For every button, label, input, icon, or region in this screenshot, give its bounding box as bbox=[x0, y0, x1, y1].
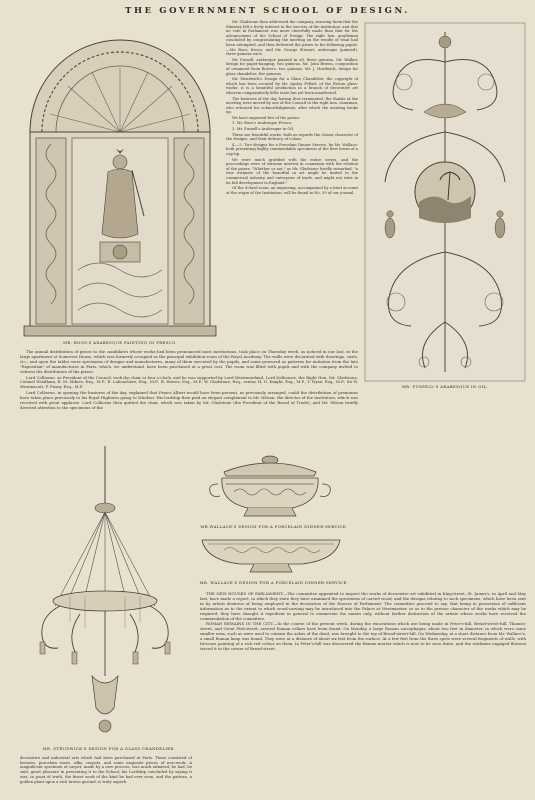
article-column-left-middle bbox=[20, 350, 358, 442]
paragraph: Mr. Fussell, arabesque painted in oil, three guineas. Mr. Walker, design for paper-hanging, two guineas. Mr. John Brown, composition of ornament from flowers, two guineas. Mr. J. Hurdwick, design for glass chandelier, five guineas. bbox=[226, 57, 358, 76]
paragraph: 1. Mr. Roos's Arabesque Fresco. bbox=[232, 121, 293, 126]
arabesque-drawing bbox=[364, 22, 526, 382]
tureen-drawing bbox=[200, 450, 340, 520]
chandelier-illustration bbox=[30, 446, 180, 742]
paragraph: We were much gratified with the entire series, and the proceedings were of extreme interest in connexion with the relation of the prizes. "Whether or not," as Mr. Gladstone briefly remarked, "a true estimate of the beautiful in art might be united to the commercial industry and enterprise of trade, and might not exist in its full development in England." bbox=[226, 157, 358, 185]
paragraph: 4.—5. Two designs for a Porcelain Dinner Service, by Mr. Wallace: both presenting highly commendable specimens of the best forms of a cup-tip. bbox=[226, 142, 358, 157]
paragraph: 2. Mr. Fussell's Arabesque in Oil. bbox=[232, 127, 294, 132]
caption-arabesque-oil: MR. FUSSELL'S ARABESQUE IN OIL. bbox=[401, 384, 489, 389]
arabesque-illustration bbox=[364, 22, 526, 382]
paragraph: The annual distribution of prizes to the candidates whose works had been pronounced most meritorious, took place on Thursday week, as noticed in our last, in the large apartment at Somerset House, which was formerly occupied as the principal exhibition-room of the Royal Academy. The walls were decorated with drawings, casts, &c.; and upon the tables were specimens of designs and manufactures, many of them executed by the pupils, and some procured as patterns for imitation from the late "Exposition" of manufactures in Paris, which, we understand, have been purchased at a great cost. The room was filled with pupils and with the company invited to witness the distribution of the prizes. bbox=[20, 350, 358, 374]
porcelain-dish-illustration bbox=[196, 534, 346, 576]
article-column-center-top bbox=[226, 20, 358, 338]
caption-fresco: MR. ROOS'S ARABESQUE PAINTING IN FRESCO. bbox=[63, 340, 177, 345]
dish-drawing bbox=[196, 534, 346, 576]
paragraph: Lord Colborne, as President of the Council, took the chair at four o'clock, and he was supported by Lord Westmoreland, Lord Dalhousie, the Right Hon. Mr. Gladstone, Colonel Windham, R. M. Milnes, Esq., M.P., R. Labouchere, Esq., M.P., B. Hawes, Esq., M.P., W. Gladstone, Esq., senior, H. G. Knight, Esq., M.P., T. Wyse, Esq., M.P., Sir R. Westmacott, P. Pusey, Esq., M.P. bbox=[20, 374, 358, 390]
fresco-drawing bbox=[20, 20, 220, 338]
paragraph: Lord Colborne, in opening the business of the day, explained that Prince Albert would have been present, as previously arranged, could the distribution of premiums have taken place previously to his Royal Highness going to Windsor. His lordship then paid an elegant compliment to Mr. Wilson, the director of the Institution, which was received with great applause. Lord Colborne then quitted the chair, which was taken by Mr. Gladstone (the President of the Board of Trade); and Mr. Wilson briefly directed attention to the specimens of the bbox=[20, 390, 358, 410]
page-masthead: THE GOVERNMENT SCHOOL OF DESIGN. bbox=[125, 6, 410, 16]
paragraph: We have engraved five of the prizes: bbox=[232, 115, 300, 120]
paragraph: These are beautiful works, both as regards the classic character of the designs, and their delicacy of colour. bbox=[226, 132, 358, 142]
paragraph: The business of the day having thus terminated, the thanks of the meeting were moved by one of the Council to the right hon. chairman, who returned his acknowledgments; after which the meeting broke up. bbox=[226, 96, 358, 115]
article-column-right-bottom bbox=[200, 592, 526, 792]
paragraph: decorative and industrial arts which had been purchased at Paris. These consisted of bronzes, porcelain vases, silks, carpets, and some exquisite pieces of iron-work. A magnificent specimen of carpet, made by a new process, was much admired; he had, he said, great pleasure in presenting it to the School; his Lordship concluded by saying it was, in point of truth, the finest work of the kind he had ever seen, and the pattern, a golden plant upon a rich brown ground, is truly superb. bbox=[20, 756, 192, 784]
caption-chandelier: MR. STRUDWICK'S DESIGN FOR A GLASS CHANDELIER. bbox=[42, 746, 176, 751]
paragraph: THE NEW HOUSES OF PARLIAMENT.—The committee appointed to inspect the works of decorative art exhibited in King-street, St. James's, in April and May last, have made a report, in which they state they have examined the specimens of carved wood, and the designs relating to such specimens, which have been sent in by artists desirous of being employed in the decoration of the Houses of Parliament. The committee proceed to say, that being in possession of sufficient information as to the extent to which wood-carving may be introduced into the Palace at Westminster, or as to the precise character of the works which may be required, they have thought it expedient in general to enumerate the names only, without farther distinction of the artists whose works have received the commendation of the committee. bbox=[200, 592, 526, 621]
paragraph: Mr. Gladstone then addressed the company, assuring them that the Ministry felt a lively interest in the success of the institution, and that no vote in Parliament was more cheerfully made than that for the advancement of the School of Design. The right hon. gentleman concluded by congratulating the meeting on the results of what had been attempted, and then delivered the prizes to the following pupils:—Mr. Roos, fresco, and Mr. George Stewart, arabesque (painted), three guineas each. bbox=[226, 20, 358, 57]
caption-porcelain-1: MR.WALLACE'S DESIGN FOR A PORCELAIN DINNER-SERVICE. bbox=[200, 524, 348, 529]
chandelier-drawing bbox=[30, 446, 180, 742]
paragraph: Mr. Strudwick's Design for a Glass Chandelier, the copyright of which has been secured by Mr. Apsley Pellatt, of the Falcon glass-works: it is a beautiful production in a branch of decorative art wherein comparatively little taste has yet been manifested. bbox=[226, 77, 358, 95]
caption-porcelain-2: MR. WALLACE'S DESIGN FOR A PORCELAIN DINNER-SERVICE. bbox=[199, 580, 349, 585]
fresco-illustration bbox=[20, 20, 220, 338]
porcelain-tureen-illustration bbox=[200, 450, 340, 520]
paragraph: ROMAN REMAINS IN THE CITY.—In the course of the present week, during the excavations which are being made in Peter's-hill, Bread-street-hill, Thames-street, and Great Fish-street, several Roman cellars have been found. On Monday, a large Roman sarcophagus, about two feet in diameter, in which were some smaller urns, such as were used to contain the ashes of the dead, was brought to the top of Bread-street-hill. On Wednesday, at a short distance from Mr. Wallace's, a small Roman lamp was found. They were at a distance of about six feet from the surface. At a few feet from the three spots were several fragments of walls, with frescoes painting of a rich red colour on them. In Peter's-hill was discovered the Roman mortar which is now to be seen there, and the workmen engaged thereon traced it to the corner of Bread-street. bbox=[200, 621, 526, 651]
article-column-left-bottom bbox=[20, 756, 192, 796]
paragraph: Of the School room, an engraving, accompanied by a brief account of the origin of the Institution, will be found in No. 59 of our journal. bbox=[226, 186, 358, 195]
